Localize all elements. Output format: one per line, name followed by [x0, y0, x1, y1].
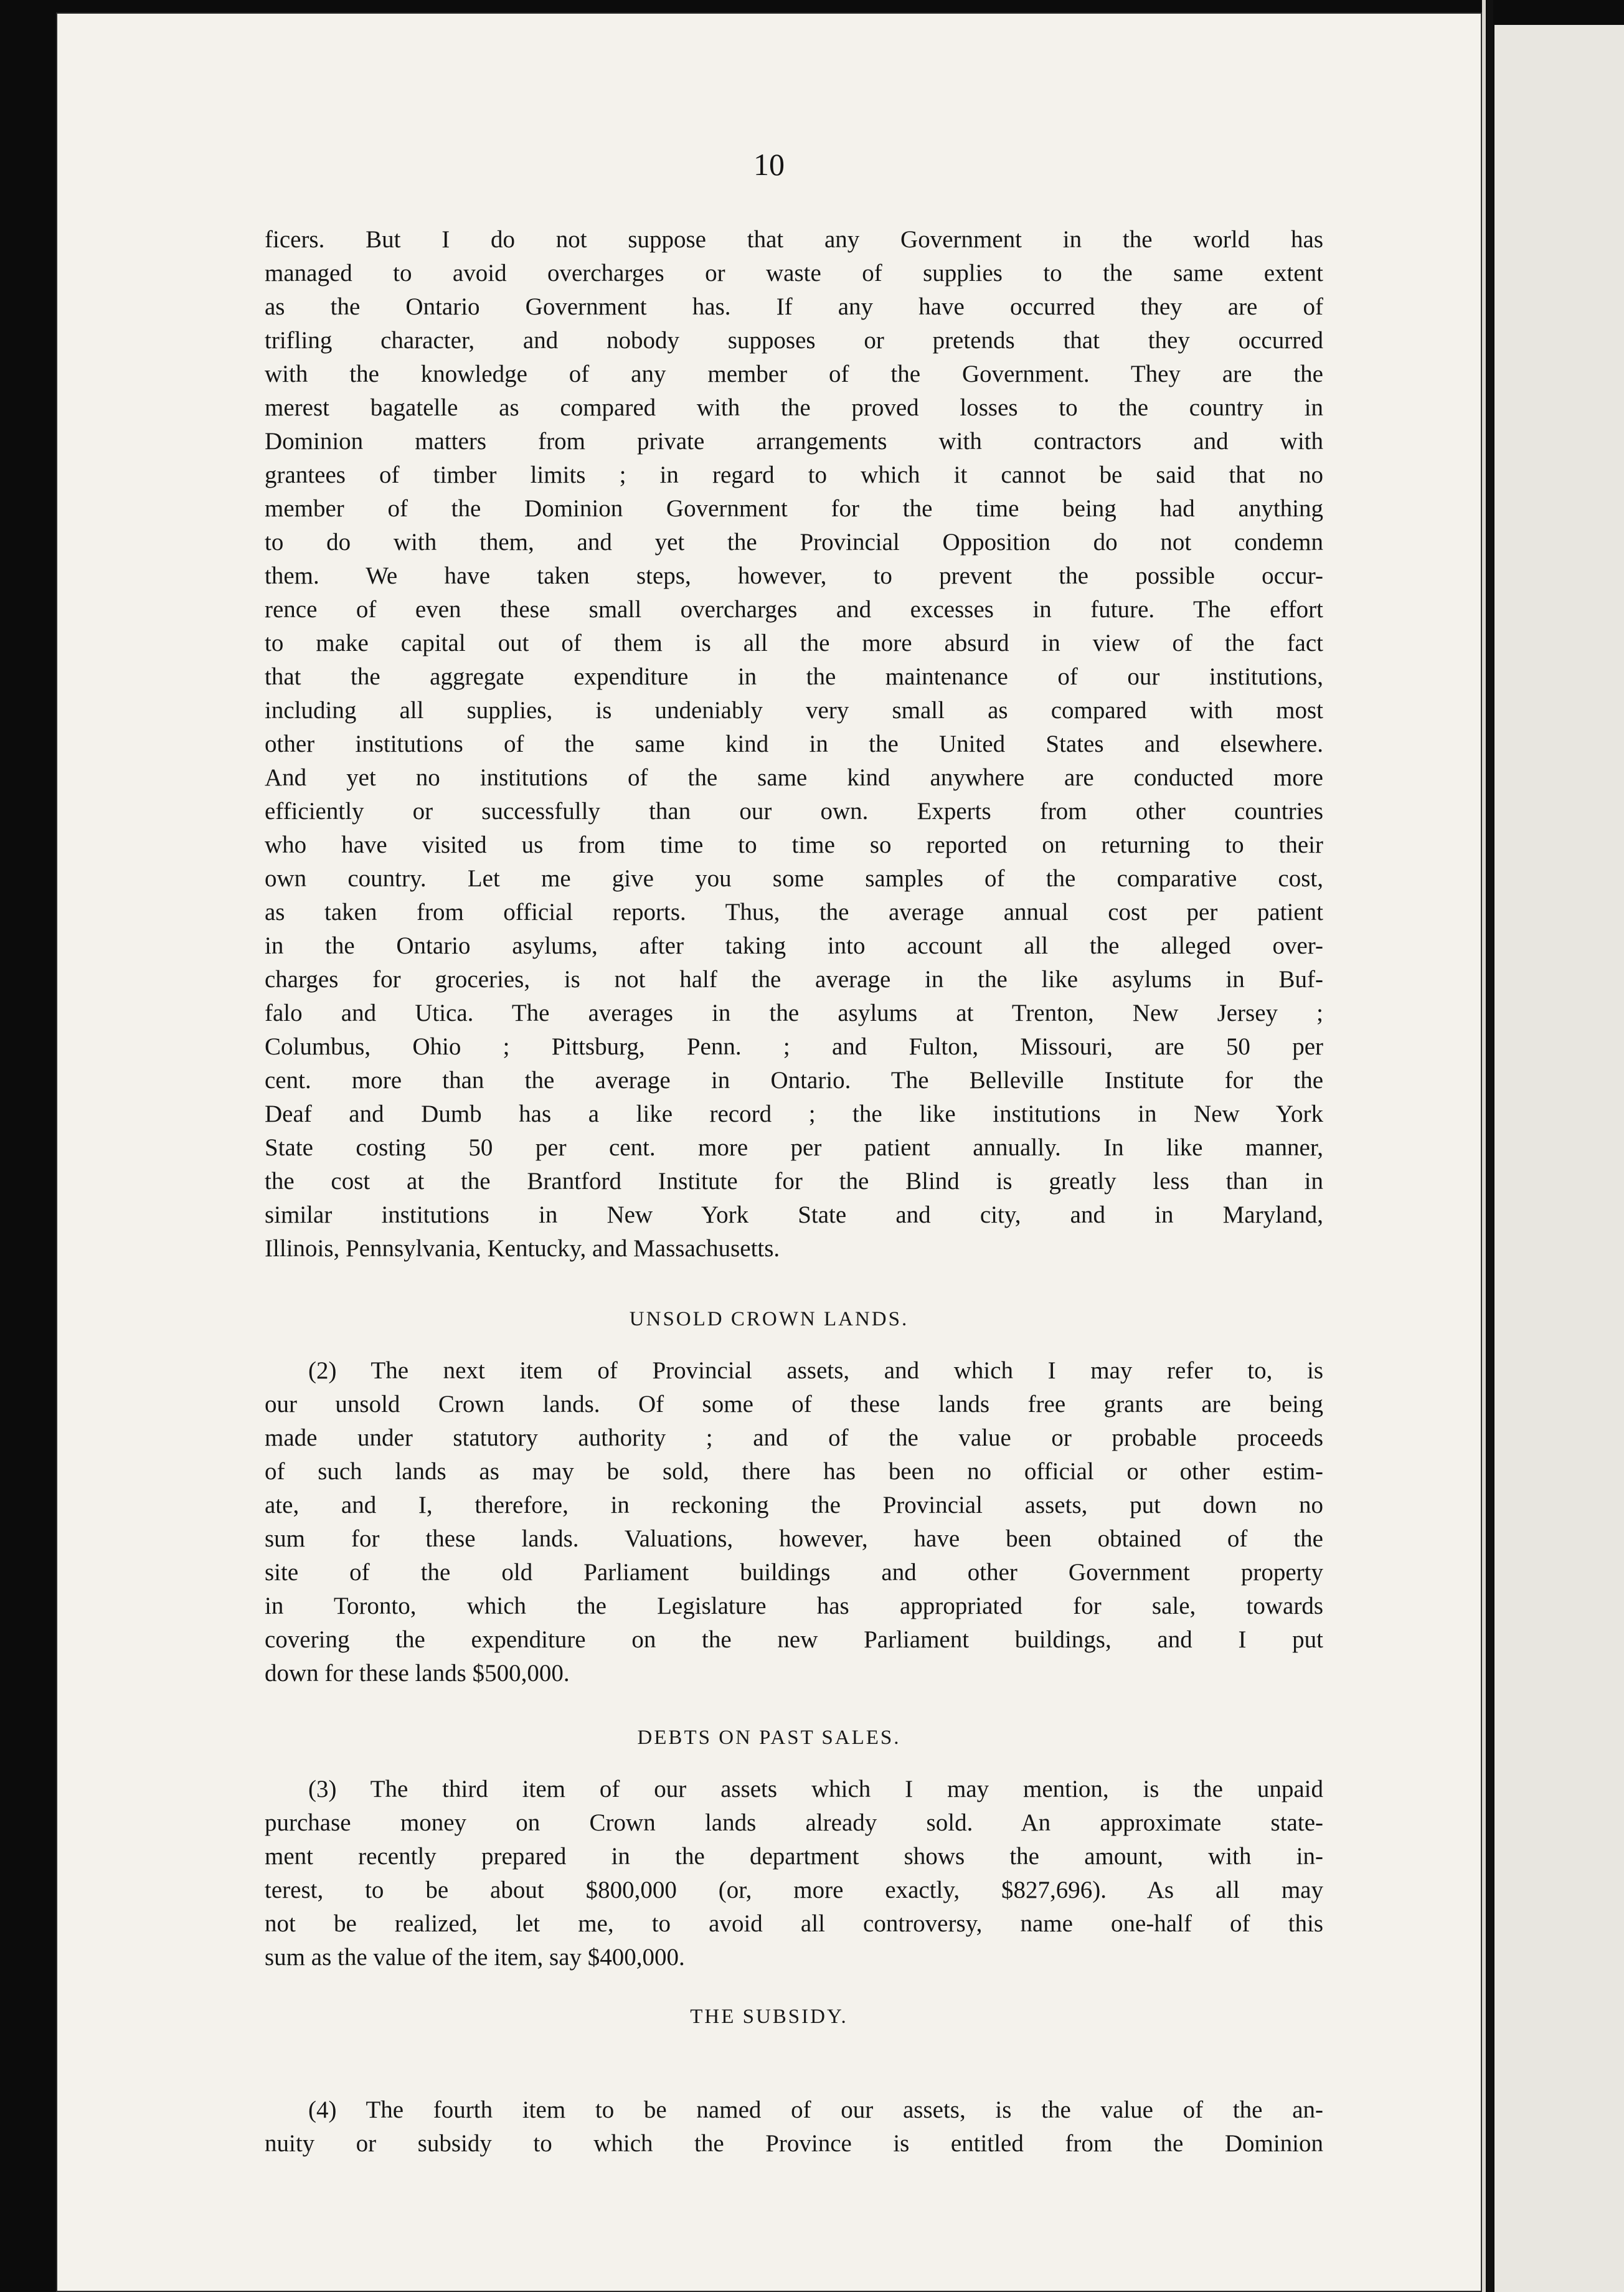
text-line: Deaf and Dumb has a like record ; the like institutions in New York — [265, 1101, 1323, 1127]
text-line: site of the old Parliament buildings and other Government property — [265, 1559, 1323, 1586]
text-line: trifling character, and nobody supposes or pretends that they occurred — [265, 327, 1323, 354]
text-line: including all supplies, is undeniably very small as compared with most — [265, 697, 1323, 724]
text-line: rence of even these small overcharges and excesses in future. The effort — [265, 596, 1323, 623]
text-line: merest bagatelle as compared with the proved losses to the country in — [265, 394, 1323, 421]
text-line: sum for these lands. Valuations, however, have been obtained of the — [265, 1525, 1323, 1552]
text-line: covering the expenditure on the new Parliament buildings, and I put — [265, 1626, 1323, 1653]
text-line: (3) The third item of our assets which I may mention, is the unpaid — [308, 1776, 1323, 1802]
paragraph-the-subsidy — [265, 2093, 1323, 2161]
text-line: grantees of timber limits ; in regard to which it cannot be said that no — [265, 462, 1323, 488]
text-line: (4) The fourth item to be named of our assets, is the value of the an- — [308, 2096, 1323, 2123]
text-line: own country. Let me give you some samples of the comparative cost, — [265, 865, 1323, 892]
heading-debts-on-past-sales: DEBTS ON PAST SALES. — [637, 1726, 901, 1749]
page-number: 10 — [753, 147, 785, 182]
text-line: nuity or subsidy to which the Province is entitled from the Dominion — [265, 2130, 1323, 2157]
text-line: similar institutions in New York State and city, and in Maryland, — [265, 1201, 1323, 1228]
text-line: as the Ontario Government has. If any have occurred they are of — [265, 293, 1323, 320]
paragraph-unsold-crown-lands — [265, 1354, 1323, 1690]
paragraph-debts-on-past-sales — [265, 1773, 1323, 1974]
text-line: made under statutory authority ; and of the value or probable proceeds — [265, 1424, 1323, 1451]
text-line: with the knowledge of any member of the Government. They are the — [265, 361, 1323, 387]
text-line: sum as the value of the item, say $400,000. — [265, 1944, 685, 1971]
heading-unsold-crown-lands: UNSOLD CROWN LANDS. — [629, 1308, 909, 1330]
text-line: charges for groceries, is not half the average in the like asylums in Buf- — [265, 966, 1323, 993]
text-line: ficers. But I do not suppose that any Government in the world has — [265, 226, 1323, 253]
text-line: State costing 50 per cent. more per patient annually. In like manner, — [265, 1134, 1323, 1161]
heading-the-subsidy: THE SUBSIDY. — [690, 2006, 848, 2028]
text-line: efficiently or successfully than our own. Experts from other countries — [265, 798, 1323, 825]
text-line: Dominion matters from private arrangements with contractors and with — [265, 428, 1323, 455]
text-line: down for these lands $500,000. — [265, 1660, 570, 1687]
text-line: to do with them, and yet the Provincial Opposition do not condemn — [265, 529, 1323, 556]
facing-page — [1494, 25, 1624, 2292]
text-line: ment recently prepared in the department shows the amount, with in- — [265, 1843, 1323, 1870]
text-line: who have visited us from time to time so reported on returning to their — [265, 831, 1323, 858]
text-line: in the Ontario asylums, after taking into account all the alleged over- — [265, 932, 1323, 959]
text-line: Illinois, Pennsylvania, Kentucky, and Massachusetts. — [265, 1235, 780, 1262]
text-line: Columbus, Ohio ; Pittsburg, Penn. ; and Fulton, Missouri, are 50 per — [265, 1033, 1323, 1060]
text-line: falo and Utica. The averages in the asylums at Trenton, New Jersey ; — [265, 1000, 1323, 1026]
text-line: ate, and I, therefore, in reckoning the Provincial assets, put down no — [265, 1492, 1323, 1518]
text-line: managed to avoid overcharges or waste of supplies to the same extent — [265, 260, 1323, 286]
text-line: (2) The next item of Provincial assets, and which I may refer to, is — [308, 1357, 1323, 1384]
text-line: in Toronto, which the Legislature has appropriated for sale, towards — [265, 1593, 1323, 1619]
text-line: our unsold Crown lands. Of some of these lands free grants are being — [265, 1391, 1323, 1418]
text-line: as taken from official reports. Thus, the average annual cost per patient — [265, 899, 1323, 926]
text-line: cent. more than the average in Ontario. The Belleville Institute for the — [265, 1067, 1323, 1094]
text-line: to make capital out of them is all the more absurd in view of the fact — [265, 630, 1323, 656]
text-line: the cost at the Brantford Institute for the Blind is greatly less than in — [265, 1168, 1323, 1195]
page-edge — [1482, 0, 1486, 2292]
text-line: terest, to be about $800,000 (or, more exactly, $827,696). As all may — [265, 1877, 1323, 1903]
text-line: And yet no institutions of the same kind anywhere are conducted more — [265, 764, 1323, 791]
text-line: that the aggregate expenditure in the maintenance of our institutions, — [265, 663, 1323, 690]
paragraph-institutions — [265, 223, 1323, 1266]
page-fold — [1487, 0, 1493, 2292]
text-line: them. We have taken steps, however, to prevent the possible occur- — [265, 562, 1323, 589]
text-line: of such lands as may be sold, there has been no official or other estim- — [265, 1458, 1323, 1485]
text-line: other institutions of the same kind in the United States and elsewhere. — [265, 731, 1323, 757]
document-page — [56, 12, 1482, 2292]
text-line: purchase money on Crown lands already sold. An approximate state- — [265, 1809, 1323, 1836]
text-line: member of the Dominion Government for the time being had anything — [265, 495, 1323, 522]
text-line: not be realized, let me, to avoid all controversy, name one-half of this — [265, 1910, 1323, 1937]
